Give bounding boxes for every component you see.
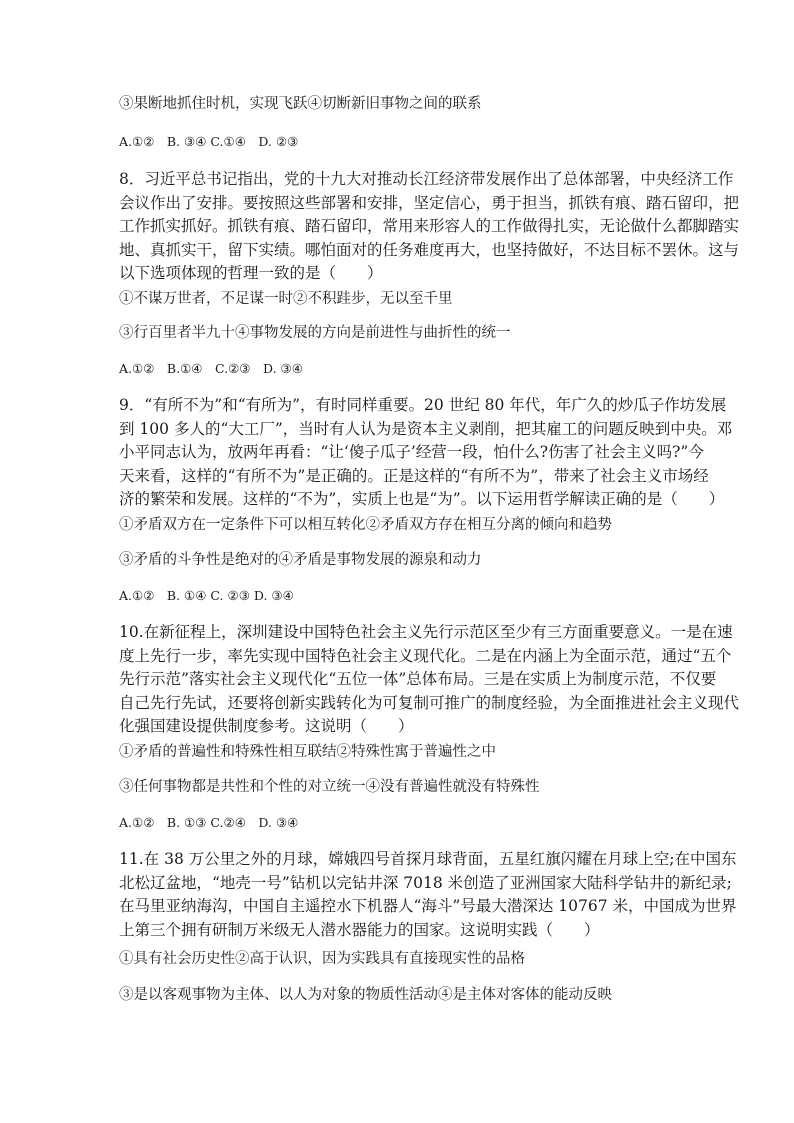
q9-stem-line: 济的繁荣和发展。这样的“不为”，实质上也是“为”。以下运用哲学解读正确的是（ ） xyxy=(119,490,725,508)
q10-stem-line: 度上先行一步，率先实现中国特色社会主义现代化。二是在内涵上为全面示范，通过“五个 xyxy=(119,647,732,665)
q9-stem-line: 小平同志认为，放两年再看：“让‘傻子瓜子’经营一段，怕什么?伤害了社会主义吗?”今 xyxy=(119,443,704,461)
q8-choices-row: ③行百里者半九十④事物发展的方向是前进性与曲折性的统一 xyxy=(119,325,511,341)
q11-choices-row: ③是以客观事物为主体、以人为对象的物质性活动④是主体对客体的能动反映 xyxy=(119,987,612,1003)
q10-stem-line: 化强国建设提供制度参考。这说明（ ） xyxy=(119,717,414,735)
q8-stem-line: 以下选项体现的哲理一致的是（ ） xyxy=(119,264,383,282)
q11-stem-line: 北松辽盆地，“地壳一号”钻机以完钻井深 7018 米创造了亚洲国家大陆科学钻井的新纪录; xyxy=(119,874,732,892)
q11-stem-line: 上第三个拥有研制万米级无人潜水器能力的国家。这说明实践（ ） xyxy=(119,921,600,939)
q7-choices-row: ③果断地抓住时机，实现飞跃④切断新旧事物之间的联系 xyxy=(119,96,482,112)
q10-stem-line: 自己先行先试，还要将创新实践转化为可复制可推广的制度经验，为全面推进社会主义现代 xyxy=(119,694,740,712)
q9-stem-line: 到 100 多人的“大工厂”，当时有人认为是资本主义剥削，把其雇工的问题反映到中央。邓 xyxy=(119,420,733,438)
q11-choices-row: ①具有社会历史性②高于认识，因为实践具有直接现实性的品格 xyxy=(119,951,525,967)
q7-answer-options: A.①② B. ③④ C.①④ D. ②③ xyxy=(119,134,299,149)
q11-stem-line: 11.在 38 万公里之外的月球，嫦娥四号首探月球背面，五星红旗闪耀在月球上空;在中国东 xyxy=(119,850,737,868)
q8-stem-line: 工作抓实抓好。抓铁有痕、踏石留印，常用来形容人的工作做得扎实，无论做什么都脚踏实 xyxy=(119,217,740,235)
q8-stem-line: 8．习近平总书记指出，党的十九大对推动长江经济带发展作出了总体部署，中央经济工作 xyxy=(119,170,734,188)
q11-stem-line: 在马里亚纳海沟，中国自主遥控水下机器人“海斗”号最大潜深达 10767 米，中国成为世界 xyxy=(119,897,737,915)
q10-choices-row: ①矛盾的普遍性和特殊性相互联结②特殊性寓于普遍性之中 xyxy=(119,744,496,760)
q10-choices-row: ③任何事物都是共性和个性的对立统一④没有普遍性就没有特殊性 xyxy=(119,779,540,795)
q8-stem-line: 地、真抓实干，留下实绩。哪怕面对的任务难度再大，也坚持做好，不达目标不罢休。这与 xyxy=(119,241,740,259)
q10-stem-line: 10.在新征程上，深圳建设中国特色社会主义先行示范区至少有三方面重要意义。一是在速 xyxy=(119,623,733,641)
q9-choices-row: ③矛盾的斗争性是绝对的④矛盾是事物发展的源泉和动力 xyxy=(119,552,482,568)
q9-stem-line: 9．“有所不为”和“有所为”，有时同样重要。20 世纪 80 年代，年广久的炒瓜子作坊发展 xyxy=(119,396,727,414)
q8-choices-row: ①不谋万世者，不足谋一时②不积跬步，无以至千里 xyxy=(119,291,453,307)
q8-answer-options: A.①② B.①④ C.②③ D. ③④ xyxy=(119,361,303,376)
q10-stem-line: 先行示范”落实社会主义现代化“五位一体”总体布局。三是在实质上为制度示范，不仅要 xyxy=(119,670,717,688)
q10-answer-options: A.①② B. ①③ C.②④ D. ③④ xyxy=(119,815,299,830)
q9-stem-line: 天来看，这样的“有所不为”是正确的。正是这样的“有所不为”，带来了社会主义市场经 xyxy=(119,467,709,485)
q8-stem-line: 会议作出了安排。要按照这些部署和安排，坚定信心，勇于担当，抓铁有痕、踏石留印，把 xyxy=(119,194,740,212)
q9-answer-options: A.①② B. ①④ C. ②③ D. ③④ xyxy=(119,588,294,603)
q9-choices-row: ①矛盾双方在一定条件下可以相互转化②矛盾双方存在相互分离的倾向和趋势 xyxy=(119,517,612,533)
